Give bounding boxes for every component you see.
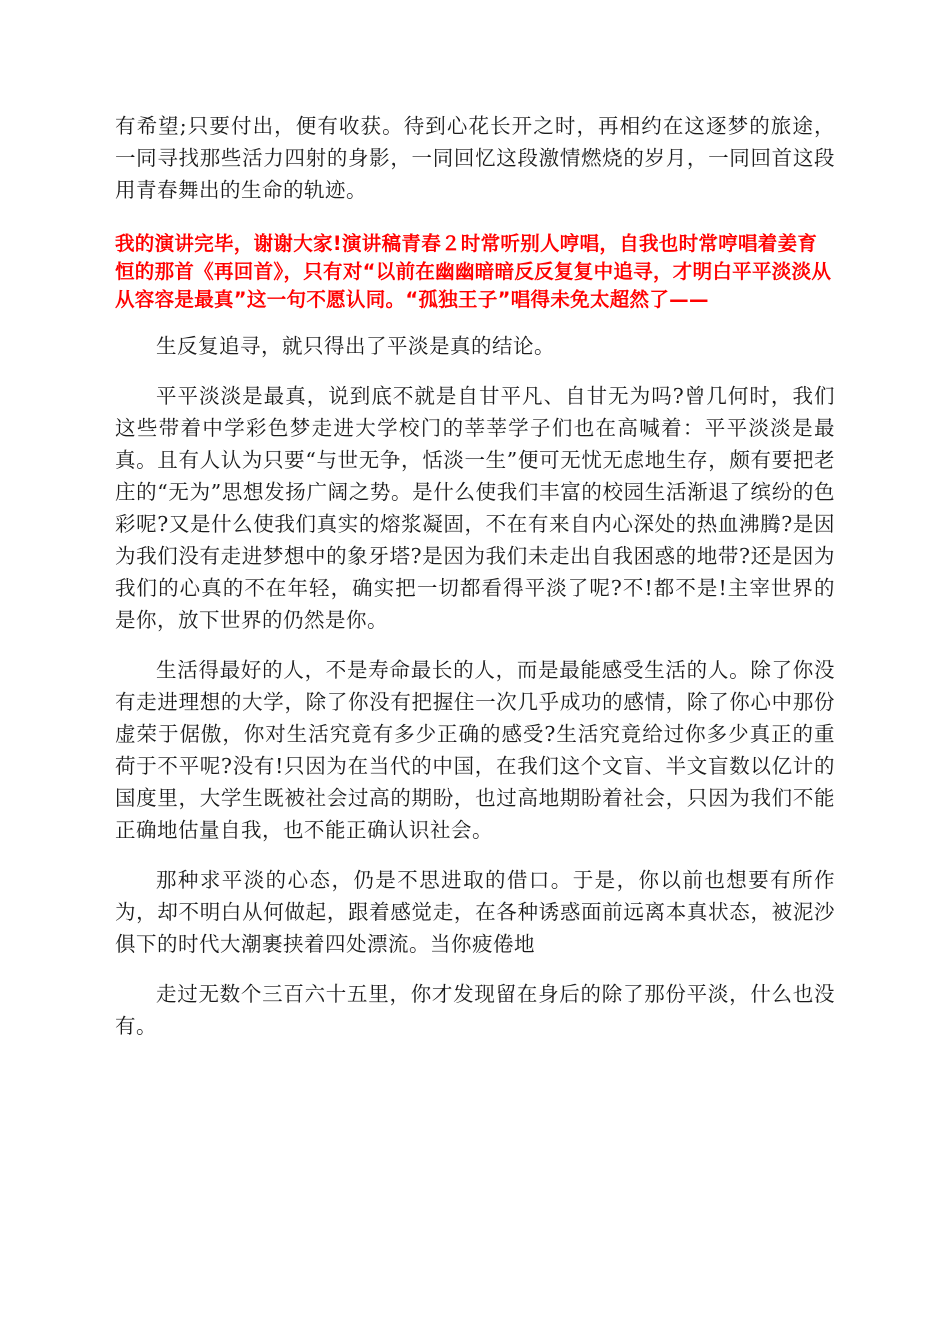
document-page: [115, 110, 835, 1060]
paragraph-continuation: 有希望;只要付出，便有收获。待到心花长开之时，再相约在这逐梦的旅途，一同寻找那些活力四射的身影，一同回忆这段激情燃烧的岁月，一同回首这段用青春舞出的生命的轨迹。: [115, 114, 835, 202]
paragraph-5: 走过无数个三百六十五里，你才发现留在身后的除了那份平淡，什么也没有。: [115, 982, 835, 1038]
paragraph-4: 那种求平淡的心态，仍是不思进取的借口。于是，你以前也想要有所作为，却不明白从何做起，跟着感觉走，在各种诱惑面前远离本真状态，被泥沙俱下的时代大潮裹挟着四处漂流。当你疲倦地: [115, 868, 835, 956]
paragraph-1: 生反复追寻，就只得出了平淡是真的结论。: [156, 334, 555, 358]
section-heading: 我的演讲完毕，谢谢大家!演讲稿青春２时常听别人哼唱，自我也时常哼唱着姜育恒的那首《再回首》，只有对“以前在幽幽暗暗反反复复中追寻，才明白平平淡淡从从容容是最真”这一句不愿认同。“孤独王子”唱得未免太超然了——: [115, 232, 832, 311]
paragraph-2: 平平淡淡是最真，说到底不就是自甘平凡、自甘无为吗?曾几何时，我们这些带着中学彩色梦走进大学校门的莘莘学子们也在高喊着：平平淡淡是最真。且有人认为只要“与世无争，恬淡一生”便可无忧无虑地生存，颇有要把老庄的“无为”思想发扬广阔之势。是什么使我们丰富的校园生活渐退了缤纷的色彩呢?又是什么使我们真实的熔浆凝固，不在有来自内心深处的热血沸腾?是因为我们没有走进梦想中的象牙塔?是因为我们未走出自我困惑的地带?还是因为我们的心真的不在年轻，确实把一切都看得平淡了呢?不!都不是!主宰世界的是你，放下世界的仍然是你。: [115, 384, 835, 632]
paragraph-3: 生活得最好的人，不是寿命最长的人，而是最能感受生活的人。除了你没有走进理想的大学，除了你没有把握住一次几乎成功的感情，除了你心中那份虚荣于倨傲，你对生活究竟有多少正确的感受?生活究竟给过你多少真正的重荷于不平呢?没有!只因为在当代的中国，在我们这个文盲、半文盲数以亿计的国度里，大学生既被社会过高的期盼，也过高地期盼着社会，只因为我们不能正确地估量自我，也不能正确认识社会。: [115, 658, 835, 842]
